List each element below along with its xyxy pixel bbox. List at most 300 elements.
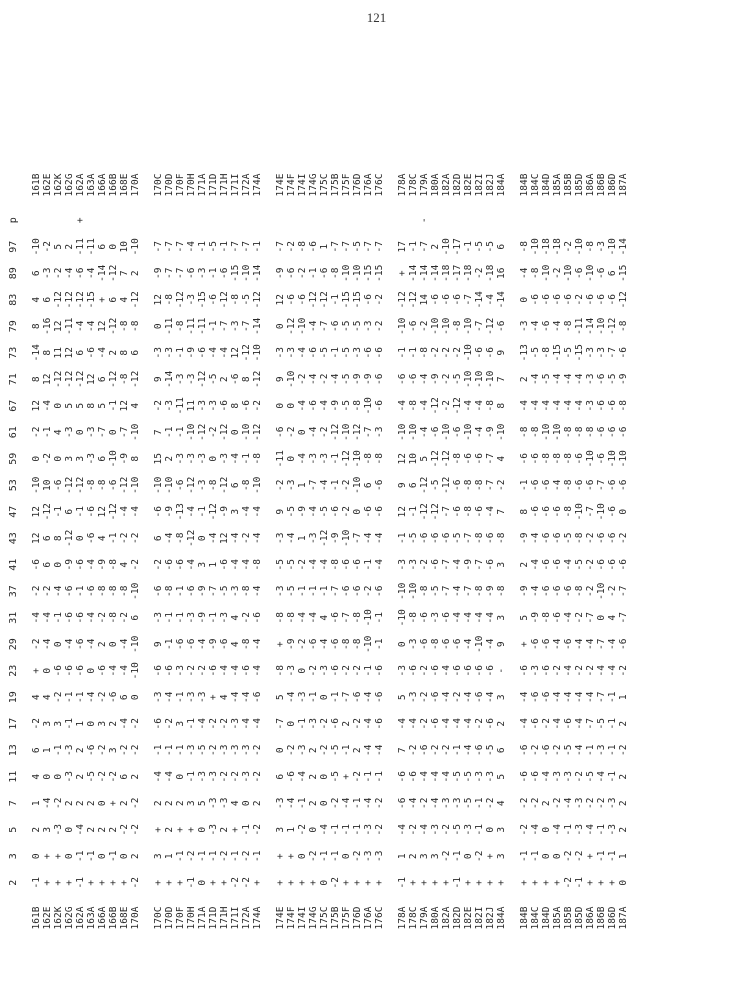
table-cell: -2 <box>286 241 297 253</box>
table-cell: -7 <box>319 320 330 332</box>
table-cell: -4 <box>563 797 574 809</box>
row-label: 166A <box>97 906 108 930</box>
table-cell: -4 <box>97 347 108 359</box>
table-cell: -3 <box>363 850 374 862</box>
table-cell: -6 <box>275 426 286 438</box>
table-cell: -17 <box>452 264 463 282</box>
table-row <box>308 20 319 940</box>
table-cell: -4 <box>485 638 496 650</box>
table-cell: 14 <box>419 294 430 306</box>
table-cell: -13 <box>175 503 186 521</box>
table-cell: 0 <box>197 826 208 833</box>
table-cell: -3 <box>186 612 197 624</box>
table-cell: 2 <box>519 561 530 568</box>
table-cell: 17 <box>397 241 408 253</box>
table-cell: 1 <box>319 243 330 250</box>
table-cell: 3 <box>97 720 108 727</box>
table-cell: -4 <box>252 506 263 518</box>
table-cell: 12 <box>86 373 97 385</box>
row-label-right: 170F <box>175 173 186 197</box>
table-cell: -12 <box>219 423 230 441</box>
table-cell: -8 <box>419 347 430 359</box>
table-cell: 6 <box>97 376 108 383</box>
table-cell: -2 <box>474 850 485 862</box>
table-cell: -2 <box>42 241 53 253</box>
table-cell: -1 <box>75 877 86 889</box>
table-cell: 0 <box>86 720 97 727</box>
table-cell: -3 <box>197 267 208 279</box>
table-cell: -6 <box>297 294 308 306</box>
table-cell: -2 <box>130 797 141 809</box>
table-cell: -4 <box>596 771 607 783</box>
table-cell: -7 <box>208 585 219 597</box>
table-cell: 6 <box>31 270 42 277</box>
table-cell: -6 <box>541 665 552 677</box>
table-cell: -1 <box>474 824 485 836</box>
table-cell: -6 <box>208 665 219 677</box>
table-cell: + <box>596 879 607 886</box>
table-cell: -3 <box>286 665 297 677</box>
table-cell: -7 <box>596 638 607 650</box>
table-cell: -3 <box>53 824 64 836</box>
row-label: 184A <box>496 906 507 930</box>
table-cell: -6 <box>541 691 552 703</box>
table-cell: -6 <box>430 665 441 677</box>
data-table <box>8 20 703 940</box>
table-cell: + <box>585 879 596 886</box>
table-cell: 4 <box>230 800 241 807</box>
table-cell: -4 <box>330 373 341 385</box>
table-cell: -6 <box>530 479 541 491</box>
table-cell: 6 <box>408 482 419 489</box>
table-cell: 7 <box>119 270 130 277</box>
table-cell: 2 <box>519 376 530 383</box>
table-cell: -11 <box>164 317 175 335</box>
table-cell: -12 <box>397 291 408 309</box>
table-cell: 4 <box>119 561 130 568</box>
table-cell: -10 <box>408 582 419 600</box>
table-cell: -3 <box>596 241 607 253</box>
table-cell: 2 <box>618 773 629 780</box>
table-cell: -2 <box>130 744 141 756</box>
row-label: 179A <box>419 906 430 930</box>
table-cell: -6 <box>452 479 463 491</box>
table-cell: -1 <box>175 691 186 703</box>
table-row <box>363 20 374 940</box>
table-cell: -6 <box>585 479 596 491</box>
table-cell: -10 <box>341 423 352 441</box>
table-cell: -1 <box>408 347 419 359</box>
table-cell: -9 <box>530 612 541 624</box>
table-cell: -12 <box>241 344 252 362</box>
table-cell: -10 <box>430 317 441 335</box>
table-cell: -4 <box>363 691 374 703</box>
table-cell: -2 <box>596 797 607 809</box>
table-cell: 0 <box>286 720 297 727</box>
table-cell: + <box>208 694 219 701</box>
table-cell: -1 <box>607 744 618 756</box>
table-cell: -8 <box>519 426 530 438</box>
table-cell: -6 <box>374 400 385 412</box>
table-cell: -2 <box>574 771 585 783</box>
table-cell: -3 <box>397 665 408 677</box>
table-cell: 0 <box>97 800 108 807</box>
row-label-right: 170A <box>130 173 141 197</box>
table-cell: + <box>97 296 108 303</box>
table-cell: -3 <box>275 532 286 544</box>
table-cell: -2 <box>42 585 53 597</box>
table-cell: -2 <box>574 850 585 862</box>
table-cell: -9 <box>297 506 308 518</box>
table-row <box>574 20 585 940</box>
table-cell: -8 <box>208 479 219 491</box>
table-cell: -3 <box>230 585 241 597</box>
table-cell: -4 <box>363 744 374 756</box>
table-cell: -1 <box>463 241 474 253</box>
table-cell: -9 <box>485 585 496 597</box>
table-cell: -6 <box>252 612 263 624</box>
table-cell: -6 <box>419 638 430 650</box>
table-cell: 2 <box>352 747 363 754</box>
table-cell: 2 <box>75 747 86 754</box>
table-cell: -12 <box>618 291 629 309</box>
table-cell: -1 <box>530 850 541 862</box>
table-cell: -2 <box>519 824 530 836</box>
table-cell: -2 <box>408 824 419 836</box>
table-cell: -3 <box>552 771 563 783</box>
table-cell: -6 <box>75 638 86 650</box>
table-cell: -10 <box>441 423 452 441</box>
table-cell: -2 <box>297 267 308 279</box>
table-cell: 3 <box>496 826 507 833</box>
table-cell: -4 <box>319 559 330 571</box>
table-cell: -14 <box>252 317 263 335</box>
table-cell: -4 <box>186 241 197 253</box>
table-cell: -6 <box>308 347 319 359</box>
row-label: 162E <box>42 906 53 930</box>
table-cell: -8 <box>585 426 596 438</box>
table-cell: -10 <box>241 264 252 282</box>
table-cell: -5 <box>452 824 463 836</box>
table-cell: -7 <box>485 453 496 465</box>
table-cell: 0 <box>230 429 241 436</box>
table-cell: + <box>530 879 541 886</box>
table-cell: 12 <box>397 506 408 518</box>
table-cell: -3 <box>241 744 252 756</box>
table-cell: -3 <box>197 479 208 491</box>
table-cell: 6 <box>130 614 141 621</box>
table-cell: -12 <box>53 370 64 388</box>
table-cell: -2 <box>153 559 164 571</box>
table-cell: 6 <box>97 455 108 462</box>
table-cell: -4 <box>474 426 485 438</box>
row-label: 185B <box>563 906 574 930</box>
table-cell: -6 <box>374 691 385 703</box>
table-cell: 0 <box>42 773 53 780</box>
table-cell: -10 <box>563 264 574 282</box>
table-cell: 1 <box>618 694 629 701</box>
table-cell: -6 <box>552 532 563 544</box>
table-cell: -1 <box>241 453 252 465</box>
table-cell: -4 <box>297 771 308 783</box>
table-cell: -6 <box>374 665 385 677</box>
table-cell: 6 <box>119 694 130 701</box>
table-cell: -4 <box>574 718 585 730</box>
row-label-right: 168E <box>119 173 130 197</box>
table-cell: -2 <box>452 347 463 359</box>
table-cell: 0 <box>31 455 42 462</box>
table-cell: 1 <box>31 800 42 807</box>
row-label-right: 175F <box>341 173 352 197</box>
table-cell: 12 <box>97 320 108 332</box>
table-cell: -6 <box>574 479 585 491</box>
table-cell: -4 <box>119 718 130 730</box>
table-cell: -6 <box>474 453 485 465</box>
table-cell: -6 <box>64 585 75 597</box>
row-label: 187A <box>618 906 629 930</box>
table-cell: -2 <box>618 744 629 756</box>
table-cell: -1 <box>519 850 530 862</box>
table-row <box>86 20 97 940</box>
table-cell: -4 <box>452 559 463 571</box>
table-cell: -4 <box>286 532 297 544</box>
table-cell: -11 <box>574 317 585 335</box>
table-cell: -4 <box>308 506 319 518</box>
table-cell: -10 <box>585 264 596 282</box>
table-cell: -2 <box>31 585 42 597</box>
table-cell: -2 <box>130 824 141 836</box>
table-cell: -4 <box>286 797 297 809</box>
table-cell: + <box>64 879 75 886</box>
table-cell: + <box>463 879 474 886</box>
table-cell: -4 <box>86 559 97 571</box>
table-cell: -10 <box>341 529 352 547</box>
table-row <box>186 20 197 940</box>
column-header: 11 <box>8 770 19 783</box>
table-cell: -1 <box>374 638 385 650</box>
table-row <box>408 20 419 940</box>
table-cell: -10 <box>474 635 485 653</box>
table-cell: -8 <box>97 479 108 491</box>
table-cell: 6 <box>496 747 507 754</box>
table-cell: -7 <box>230 241 241 253</box>
table-cell: -6 <box>474 665 485 677</box>
table-cell: -1 <box>607 771 618 783</box>
table-cell: -7 <box>585 506 596 518</box>
table-cell: -1 <box>363 771 374 783</box>
table-cell: -8 <box>419 585 430 597</box>
table-cell: 10 <box>119 241 130 253</box>
table-cell: -9 <box>352 373 363 385</box>
table-cell: -3 <box>275 797 286 809</box>
table-cell: -7 <box>596 479 607 491</box>
table-cell: -6 <box>530 453 541 465</box>
table-cell: 0 <box>108 243 119 250</box>
table-cell: 0 <box>53 455 64 462</box>
table-cell: 0 <box>75 429 86 436</box>
table-cell: -6 <box>186 638 197 650</box>
table-cell: -4 <box>563 691 574 703</box>
table-cell: -4 <box>86 691 97 703</box>
table-cell: -9 <box>286 638 297 650</box>
table-cell: -2 <box>441 824 452 836</box>
table-cell: -6 <box>618 426 629 438</box>
table-cell: -10 <box>363 397 374 415</box>
table-cell: -4 <box>574 373 585 385</box>
table-cell: 0 <box>75 535 86 542</box>
table-row <box>286 20 297 940</box>
table-cell: 2 <box>97 641 108 648</box>
table-cell: 8 <box>130 455 141 462</box>
table-cell: -3 <box>485 771 496 783</box>
table-cell: -15 <box>86 291 97 309</box>
table-cell: 9 <box>496 641 507 648</box>
table-cell: -12 <box>175 291 186 309</box>
table-cell: 7 <box>496 376 507 383</box>
table-cell: -4 <box>430 797 441 809</box>
table-cell: + <box>175 826 186 833</box>
table-cell: -2 <box>474 267 485 279</box>
table-cell: + <box>275 853 286 860</box>
table-cell: -2 <box>186 850 197 862</box>
table-cell: -3 <box>219 744 230 756</box>
table-cell: -4 <box>552 691 563 703</box>
table-cell: - <box>419 217 430 224</box>
table-cell: -6 <box>330 612 341 624</box>
table-cell: -6 <box>552 612 563 624</box>
table-cell: -3 <box>408 638 419 650</box>
table-cell: -2 <box>119 744 130 756</box>
table-cell: 11 <box>186 400 197 412</box>
table-cell: -12 <box>219 476 230 494</box>
table-cell: -6 <box>330 506 341 518</box>
table-cell: -3 <box>230 744 241 756</box>
row-label-right: 166A <box>97 173 108 197</box>
table-cell: 12 <box>31 506 42 518</box>
table-cell: -7 <box>485 479 496 491</box>
table-cell: -4 <box>297 347 308 359</box>
table-cell: 0 <box>175 773 186 780</box>
table-cell: -9 <box>463 559 474 571</box>
table-cell: 2 <box>219 826 230 833</box>
table-cell: -4 <box>363 797 374 809</box>
table-cell: + <box>363 879 374 886</box>
row-label: 162K <box>53 906 64 930</box>
table-cell: -7 <box>119 426 130 438</box>
table-cell: -6 <box>219 267 230 279</box>
table-cell: -2 <box>308 850 319 862</box>
table-cell: -2 <box>130 718 141 730</box>
table-cell: -3 <box>164 347 175 359</box>
table-cell: 3 <box>42 720 53 727</box>
table-cell: -6 <box>585 294 596 306</box>
table-cell: -4 <box>252 665 263 677</box>
table-cell: -1 <box>297 797 308 809</box>
table-cell: + <box>208 879 219 886</box>
table-cell: -1 <box>153 744 164 756</box>
row-label: 182J <box>485 906 496 930</box>
table-cell: 4 <box>31 773 42 780</box>
table-cell: -11 <box>186 317 197 335</box>
table-row <box>42 20 53 940</box>
table-cell: -1 <box>219 241 230 253</box>
table-cell: -6 <box>618 479 629 491</box>
table-cell: -2 <box>441 744 452 756</box>
table-cell: -5 <box>219 585 230 597</box>
table-cell: -1 <box>208 612 219 624</box>
table-cell: 12 <box>275 294 286 306</box>
table-cell: 9 <box>275 508 286 515</box>
table-cell: 3 <box>496 853 507 860</box>
row-label-right: 185B <box>563 173 574 197</box>
table-cell: -4 <box>374 559 385 571</box>
row-label-right: 186A <box>585 173 596 197</box>
table-cell: -5 <box>330 744 341 756</box>
table-cell: -6 <box>286 771 297 783</box>
row-label-right: 175C <box>319 173 330 197</box>
row-label: 174I <box>297 906 308 930</box>
table-cell: -6 <box>86 506 97 518</box>
table-cell: -7 <box>363 241 374 253</box>
table-cell: -4 <box>64 638 75 650</box>
table-cell: -12 <box>197 370 208 388</box>
table-cell: -10 <box>552 423 563 441</box>
column-header: 59 <box>8 452 19 465</box>
table-cell: -2 <box>430 347 441 359</box>
table-cell: -1 <box>341 744 352 756</box>
table-cell: 2 <box>618 800 629 807</box>
table-cell: -2 <box>297 638 308 650</box>
table-cell: -4 <box>519 400 530 412</box>
table-cell: 4 <box>53 429 64 436</box>
table-cell: 6 <box>230 482 241 489</box>
table-cell: + <box>485 879 496 886</box>
table-cell: -10 <box>130 476 141 494</box>
table-cell: -6 <box>408 771 419 783</box>
table-cell: -8 <box>341 638 352 650</box>
table-cell: -3 <box>474 771 485 783</box>
table-cell: -4 <box>164 532 175 544</box>
table-cell: -9 <box>485 426 496 438</box>
table-cell: -6 <box>552 506 563 518</box>
table-cell: -4 <box>530 532 541 544</box>
table-cell: 7 <box>496 508 507 515</box>
table-cell: -1 <box>352 824 363 836</box>
table-cell: 8 <box>53 535 64 542</box>
table-cell: + <box>42 879 53 886</box>
table-cell: -4 <box>552 638 563 650</box>
table-cell: 0 <box>153 323 164 330</box>
table-cell: -4 <box>463 744 474 756</box>
table-cell: -12 <box>108 264 119 282</box>
row-label: 180A <box>430 906 441 930</box>
table-cell: -6 <box>374 506 385 518</box>
table-cell: -8 <box>164 294 175 306</box>
table-cell: -2 <box>419 320 430 332</box>
table-cell: -3 <box>186 691 197 703</box>
table-cell: -10 <box>130 582 141 600</box>
table-cell: -10 <box>574 503 585 521</box>
row-label: 186B <box>596 906 607 930</box>
table-cell: -4 <box>519 267 530 279</box>
table-cell: -2 <box>419 559 430 571</box>
table-cell: 0 <box>596 614 607 621</box>
table-cell: 0 <box>64 826 75 833</box>
table-cell: -8 <box>252 453 263 465</box>
table-cell: -6 <box>596 373 607 385</box>
column-header: 37 <box>8 585 19 598</box>
table-cell: + <box>119 879 130 886</box>
